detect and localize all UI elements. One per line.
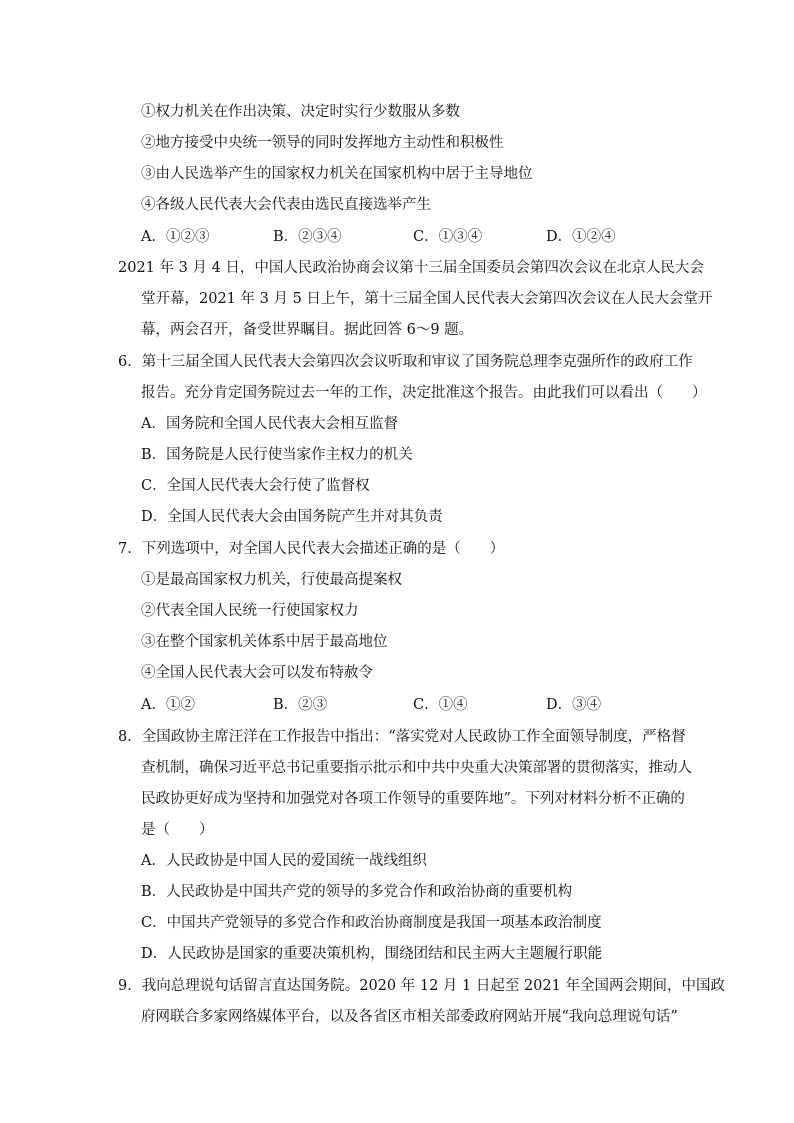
q7-option-b: B．②③ <box>273 697 328 713</box>
q8-option-a: A．人民政协是中国人民的爱国统一战线组织 <box>141 853 427 869</box>
option-d: D．①②④ <box>546 229 616 245</box>
q7-option-a: A．①② <box>141 697 195 713</box>
q8-stem-line-3: 民政协更好成为坚持和加强党对各项工作领导的重要阵地”。下列对材料分析不正确的 <box>141 791 685 807</box>
q7-options-row <box>141 695 741 715</box>
q6-option-a: A．国务院和全国人民代表大会相互监督 <box>141 416 398 432</box>
passage-line-3: 幕，两会召开，备受世界瞩目。据此回答 6～9 题。 <box>141 322 474 338</box>
q7-option-c: C．①④ <box>413 697 468 713</box>
answer-options-row <box>141 227 741 247</box>
passage-line-1: 2021 年 3 月 4 日，中国人民政治协商会议第十三届全国委员会第四次会议在北京人民大会 <box>118 260 704 276</box>
statement-4: ④各级人民代表大会代表由选民直接选举产生 <box>141 197 431 213</box>
q7-statement-4: ④全国人民代表大会可以发布特赦令 <box>141 665 373 681</box>
q8-option-c: C．中国共产党领导的多党合作和政治协商制度是我国一项基本政治制度 <box>141 915 602 931</box>
q9-stem-line-2: 府网联合多家网络媒体平台，以及各省区市相关部委政府网站开展“我向总理说句话” <box>141 1009 678 1025</box>
q8-option-b: B．人民政协是中国共产党的领导的多党合作和政治协商的重要机构 <box>141 884 573 900</box>
q7-option-d: D．③④ <box>546 697 602 713</box>
statement-3: ③由人民选举产生的国家权力机关在国家机构中居于主导地位 <box>141 166 533 182</box>
q9-stem-line-1: 9．我向总理说句话留言直达国务院。2020 年 12 月 1 日起至 2021 年全国两会期间，中国政 <box>118 978 725 994</box>
option-b: B．②③④ <box>273 229 342 245</box>
q6-stem-line-2: 报告。充分肯定国务院过去一年的工作，决定批准这个报告。由此我们可以看出（ ） <box>141 385 707 401</box>
q7-statement-3: ③在整个国家机关体系中居于最高地位 <box>141 634 388 650</box>
passage-line-2: 堂开幕，2021 年 3 月 5 日上午，第十三届全国人民代表大会第四次会议在人民大会堂开 <box>141 291 713 307</box>
option-c: C．①③④ <box>413 229 483 245</box>
q6-option-c: C．全国人民代表大会行使了监督权 <box>141 478 370 494</box>
q8-stem-line-1: 8．全国政协主席汪洋在工作报告中指出：“落实党对人民政协工作全面领导制度，严格督 <box>118 729 686 745</box>
q8-stem-line-4: 是（ ） <box>141 822 214 838</box>
q7-statement-1: ①是最高国家权力机关，行使最高提案权 <box>141 572 402 588</box>
q6-option-b: B．国务院是人民行使当家作主权力的机关 <box>141 447 413 463</box>
q6-stem-line-1: 6．第十三届全国人民代表大会第四次会议听取和审议了国务院总理李克强所作的政府工作 <box>118 354 693 370</box>
q7-stem: 7．下列选项中，对全国人民代表大会描述正确的是（ ） <box>118 541 505 557</box>
statement-2: ②地方接受中央统一领导的同时发挥地方主动性和积极性 <box>141 135 504 151</box>
option-a: A．①②③ <box>141 229 210 245</box>
q7-statement-2: ②代表全国人民统一行使国家权力 <box>141 603 359 619</box>
q6-option-d: D．全国人民代表大会由国务院产生并对其负责 <box>141 509 443 525</box>
q8-option-d: D．人民政协是国家的重要决策机构，围绕团结和民主两大主题履行职能 <box>141 946 603 962</box>
q8-stem-line-2: 查机制，确保习近平总书记重要指示批示和中共中央重大决策部署的贯彻落实，推动人 <box>141 760 692 776</box>
statement-1: ①权力机关在作出决策、决定时实行少数服从多数 <box>141 104 460 120</box>
